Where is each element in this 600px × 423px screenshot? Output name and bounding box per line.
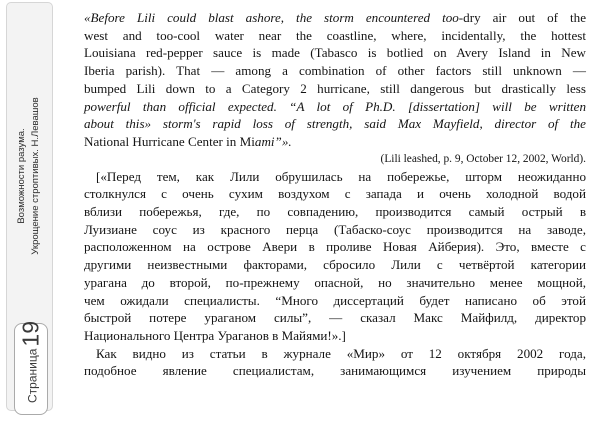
translation-line: [«Перед тем, как Лили обрушилась на побережье, шторм неожиданно [96, 168, 586, 184]
page-content [84, 9, 586, 380]
quote-line-italic: ami”». [254, 133, 292, 149]
quote-line: west and too-cool water near the coastline, where, incidentally, the hottest [84, 27, 586, 43]
translation-line: урагана до второй, по-прежнему опасной, но значительно менее мощной, [84, 274, 586, 290]
quote-line: Louisiana red-pepper sauce is made (Tabasco is botlied on Avery Island in New [84, 45, 586, 61]
quote-line-italic: powerful than official expected. “A lot of Ph.D. [dissertation] will be written [84, 98, 586, 114]
translation-line: другими неизвестными факторами, сбросило Лили с четвёртой категории [84, 257, 586, 273]
translation-line: чем ожидали специалисты. “Много диссертаций будет написано об этой [84, 292, 586, 308]
quote-line: bumped Lili down to a Category 2 hurricane, still dangerous but drastically less [84, 80, 586, 96]
body-line: подобное явление специалистам, занимающимся изучением природы [84, 363, 586, 379]
quote-line-italic: «Before Lili could blast ashore, the storm encountered too- [84, 10, 464, 25]
translation-line: быстрой потере ураганом силы”, — сказал Макс Майфилд, директор [84, 310, 586, 326]
book-title-line-2: Укрощение строптивых. Н.Левашов [30, 97, 41, 255]
body-line: Как видно из статьи в журнале «Мир» от 12 октября 2002 года, [96, 345, 586, 361]
translation-line: Национального Центра Ураганов в Майями!».] [84, 327, 346, 343]
quote-line-text: dry air out of the [463, 10, 587, 25]
quote-line [84, 133, 586, 151]
quote-line-text: National Hurricane Center in Mi [84, 133, 255, 149]
translation-line: Луизиане соус из красного перца (Табаско-соус производится на заводе, [84, 221, 586, 237]
quote-citation: (Lili leashed, p. 9, October 12, 2002, World). [380, 152, 586, 165]
page-sidebar [0, 0, 58, 423]
quote-line [84, 9, 586, 27]
quote-line-italic: about this» storm's rapid loss of strength, said Max Mayfield, director of the [84, 116, 586, 132]
translation-line: столкнулся с очень сухим воздухом с запада и очень холодной водой [84, 186, 586, 202]
body-paragraph [84, 345, 586, 380]
book-title [15, 97, 43, 254]
quote-line [84, 115, 586, 133]
book-title-line-1: Возможности разума. [16, 128, 27, 224]
translation-line: вблизи побережья, где, по совпадению, производится самый острый в [84, 204, 586, 220]
translation-line: расположенном на острове Авери в проливе Новая Айберия). Это, вместе с [84, 239, 586, 255]
page-word: Страница [25, 348, 40, 403]
english-quote [84, 9, 586, 151]
page-label [17, 321, 44, 403]
russian-translation [84, 168, 586, 345]
quote-line: Iberia parish). That — among a combination of other factors still unknown — [84, 63, 586, 79]
quote-line [84, 98, 586, 116]
page-number: 19 [17, 321, 44, 347]
